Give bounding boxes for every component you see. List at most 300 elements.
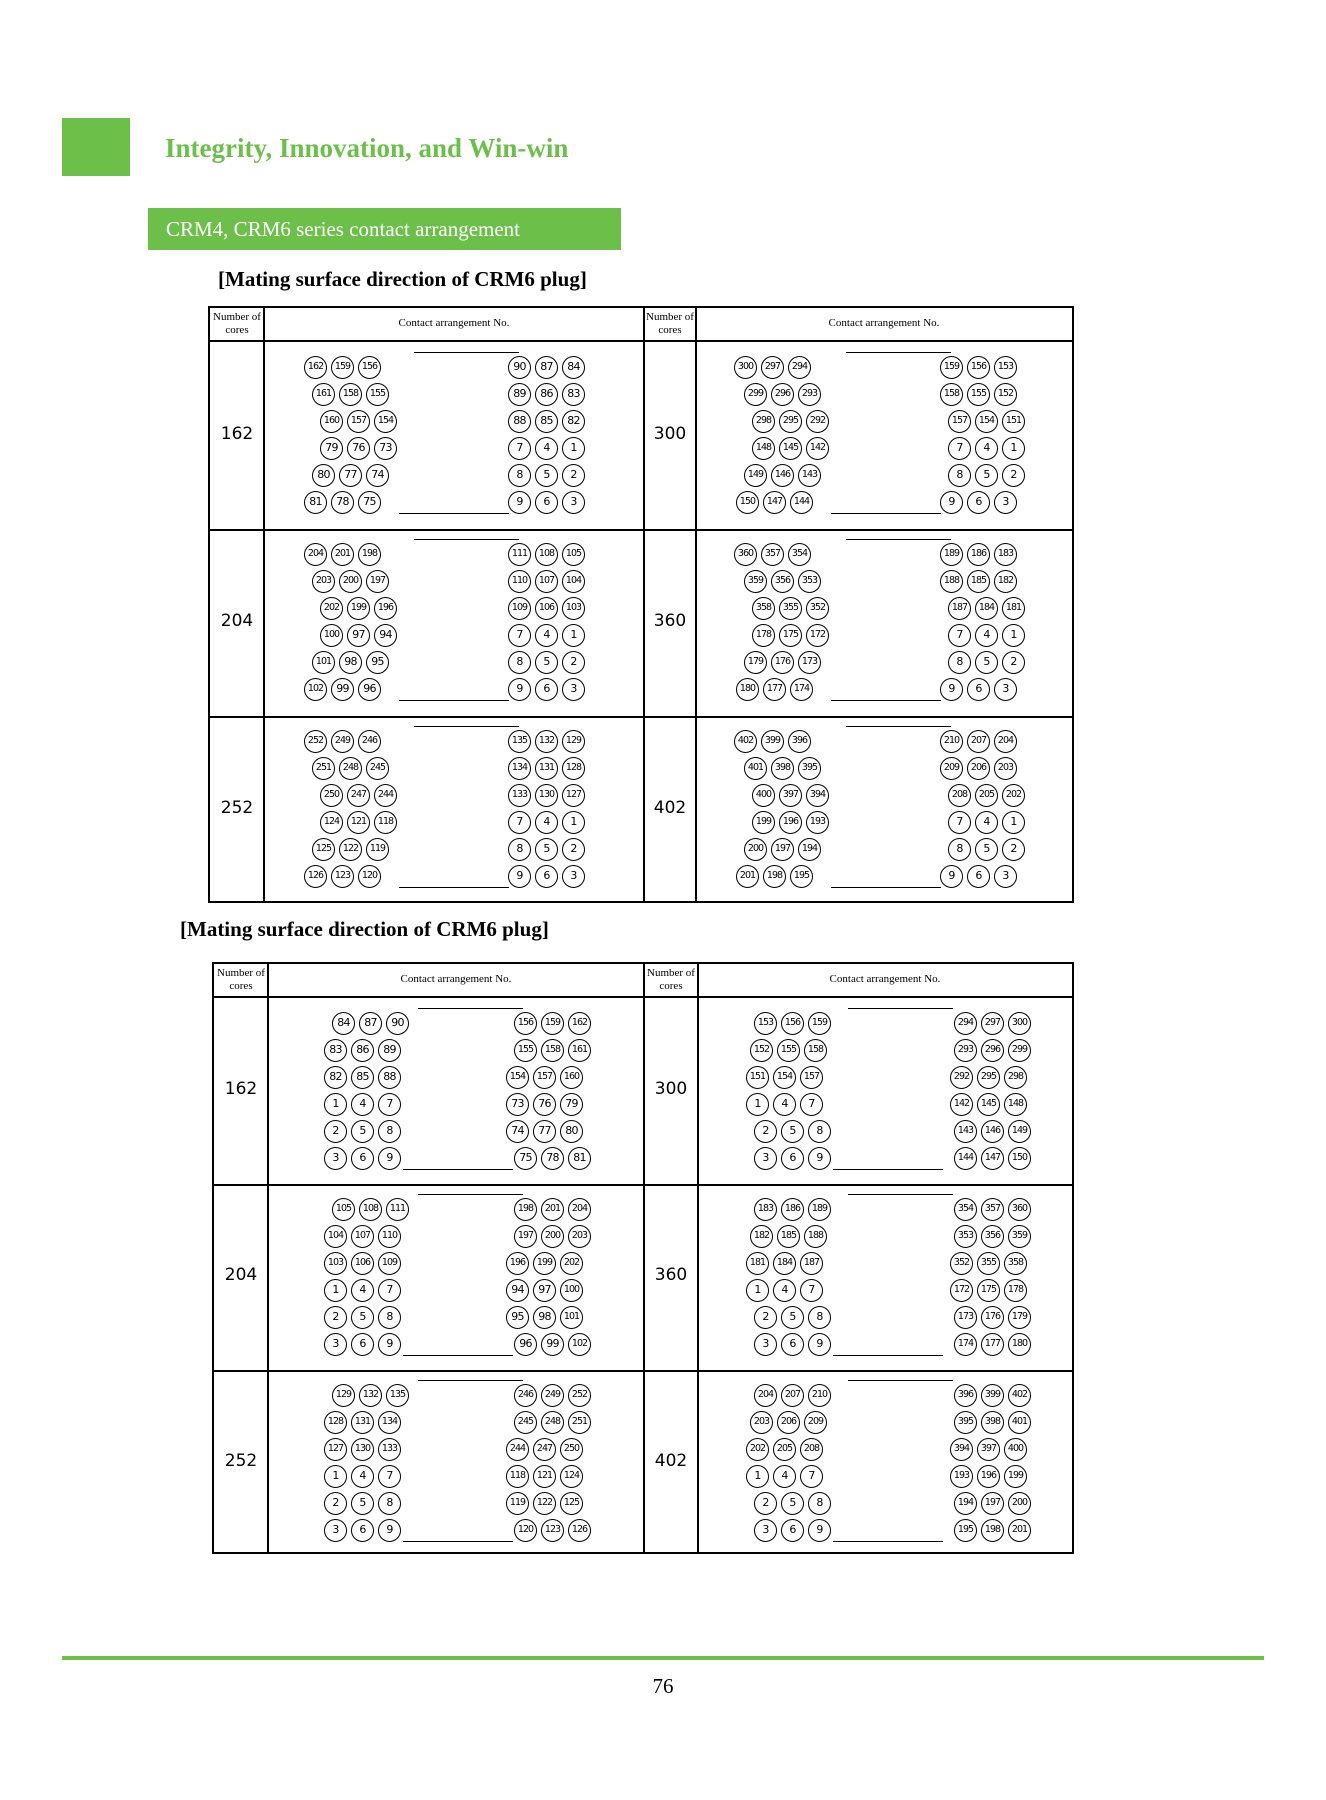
header-cores: Number of cores (647, 967, 695, 992)
contact-pin: 8 (948, 464, 971, 487)
contact-pin: 75 (514, 1147, 537, 1170)
contact-pin: 152 (750, 1039, 773, 1062)
contact-pin: 187 (800, 1252, 823, 1275)
core-count: 252 (224, 1451, 258, 1471)
contact-pin: 5 (535, 464, 558, 487)
contact-pin: 7 (508, 811, 531, 834)
contact-pin: 297 (981, 1012, 1004, 1035)
contact-pin: 74 (506, 1120, 529, 1143)
contact-pin: 8 (508, 464, 531, 487)
contact-pin: 360 (1008, 1198, 1031, 1221)
contact-pin: 197 (771, 838, 794, 861)
contact-pin: 87 (359, 1012, 382, 1035)
contact-pin: 162 (568, 1012, 591, 1035)
contact-pin: 79 (320, 437, 343, 460)
contact-pin: 172 (806, 624, 829, 647)
core-count: 162 (220, 423, 254, 444)
contact-pin: 106 (535, 597, 558, 620)
contact-pin: 120 (514, 1519, 537, 1542)
contact-pin: 83 (324, 1039, 347, 1062)
contact-pin: 176 (771, 651, 794, 674)
contact-pin: 251 (568, 1411, 591, 1434)
contact-pin: 2 (324, 1120, 347, 1143)
contact-pin: 103 (324, 1252, 347, 1275)
contact-pin: 7 (508, 624, 531, 647)
contact-pin: 292 (950, 1066, 973, 1089)
contact-pin: 118 (506, 1465, 529, 1488)
contact-pin: 1 (562, 624, 585, 647)
contact-pin: 202 (1002, 784, 1025, 807)
contact-pin: 88 (508, 410, 531, 433)
header-arrangement: Contact arrangement No. (828, 317, 940, 329)
contact-pin: 147 (763, 491, 786, 514)
contact-pin: 152 (994, 383, 1017, 406)
contact-pin: 173 (798, 651, 821, 674)
brand-title: Integrity, Innovation, and Win-win (165, 133, 569, 163)
contact-pin: 82 (562, 410, 585, 433)
contact-pin: 96 (358, 678, 381, 701)
arrangement-bar (846, 352, 951, 353)
contact-pin: 9 (940, 678, 963, 701)
contact-pin: 8 (378, 1306, 401, 1329)
contact-pin: 204 (994, 730, 1017, 753)
contact-pin: 174 (790, 678, 813, 701)
contact-pin: 132 (359, 1384, 382, 1407)
contact-pin: 296 (981, 1039, 1004, 1062)
contact-pin: 2 (754, 1120, 777, 1143)
contact-pin: 199 (347, 597, 370, 620)
contact-pin: 73 (374, 437, 397, 460)
contact-pin: 205 (773, 1438, 796, 1461)
contact-pin: 4 (975, 811, 998, 834)
contact-pin: 1 (746, 1465, 769, 1488)
contact-pin: 9 (808, 1333, 831, 1356)
contact-pin: 135 (508, 730, 531, 753)
contact-pin: 399 (761, 730, 784, 753)
contact-pin: 2 (1002, 838, 1025, 861)
contact-pin: 73 (506, 1093, 529, 1116)
contact-pin: 359 (744, 570, 767, 593)
contact-pin: 3 (754, 1147, 777, 1170)
contact-pin: 8 (948, 838, 971, 861)
contact-pin: 197 (981, 1492, 1004, 1515)
contact-pin: 5 (781, 1120, 804, 1143)
contact-pin: 176 (981, 1306, 1004, 1329)
contact-pin: 357 (981, 1198, 1004, 1221)
contact-pin: 249 (541, 1384, 564, 1407)
contact-pin: 144 (790, 491, 813, 514)
contact-pin: 189 (808, 1198, 831, 1221)
contact-pin: 80 (560, 1120, 583, 1143)
contact-pin: 396 (954, 1384, 977, 1407)
contact-pin: 8 (808, 1492, 831, 1515)
contact-pin: 300 (734, 356, 757, 379)
contact-pin: 143 (954, 1120, 977, 1143)
arrangement-bar (848, 1380, 953, 1381)
contact-pin: 293 (798, 383, 821, 406)
contact-pin: 186 (781, 1198, 804, 1221)
contact-pin: 108 (359, 1198, 382, 1221)
contact-pin: 208 (800, 1438, 823, 1461)
contact-pin: 3 (994, 491, 1017, 514)
page-number: 76 (652, 1674, 674, 1698)
contact-pin: 200 (744, 838, 767, 861)
contact-pin: 8 (378, 1492, 401, 1515)
contact-pin: 293 (954, 1039, 977, 1062)
contact-pin: 398 (771, 757, 794, 780)
contact-pin: 94 (506, 1279, 529, 1302)
contact-pin: 9 (508, 678, 531, 701)
contact-pin: 248 (541, 1411, 564, 1434)
contact-pin: 5 (351, 1306, 374, 1329)
contact-pin: 196 (506, 1252, 529, 1275)
contact-pin: 77 (533, 1120, 556, 1143)
contact-pin: 9 (508, 491, 531, 514)
contact-pin: 130 (351, 1438, 374, 1461)
contact-pin: 355 (779, 597, 802, 620)
contact-pin: 360 (734, 543, 757, 566)
contact-pin: 83 (562, 383, 585, 406)
header-arrangement: Contact arrangement No. (398, 317, 510, 329)
contact-pin: 183 (994, 543, 1017, 566)
contact-pin: 102 (304, 678, 327, 701)
contact-pin: 156 (781, 1012, 804, 1035)
contact-pin: 1 (562, 437, 585, 460)
contact-pin: 6 (967, 491, 990, 514)
contact-pin: 181 (746, 1252, 769, 1275)
contact-pin: 2 (324, 1306, 347, 1329)
contact-pin: 5 (975, 651, 998, 674)
contact-pin: 209 (804, 1411, 827, 1434)
contact-pin: 119 (366, 838, 389, 861)
contact-pin: 149 (744, 464, 767, 487)
contact-pin: 101 (312, 651, 335, 674)
contact-pin: 76 (347, 437, 370, 460)
contact-pin: 159 (808, 1012, 831, 1035)
contact-pin: 4 (535, 624, 558, 647)
contact-pin: 210 (808, 1384, 831, 1407)
contact-pin: 400 (1004, 1438, 1027, 1461)
contact-pin: 5 (975, 838, 998, 861)
contact-pin: 209 (940, 757, 963, 780)
contact-pin: 172 (950, 1279, 973, 1302)
contact-pin: 134 (508, 757, 531, 780)
header-arrangement: Contact arrangement No. (400, 973, 512, 985)
contact-pin: 79 (560, 1093, 583, 1116)
contact-pin: 9 (940, 491, 963, 514)
contact-pin: 2 (754, 1306, 777, 1329)
contact-pin: 157 (347, 410, 370, 433)
contact-pin: 202 (320, 597, 343, 620)
contact-pin: 200 (339, 570, 362, 593)
contact-pin: 6 (967, 865, 990, 888)
contact-pin: 5 (975, 464, 998, 487)
contact-pin: 158 (541, 1039, 564, 1062)
contact-pin: 86 (535, 383, 558, 406)
contact-pin: 98 (339, 651, 362, 674)
contact-pin: 123 (541, 1519, 564, 1542)
core-count: 204 (220, 610, 254, 631)
contact-pin: 252 (568, 1384, 591, 1407)
contact-pin: 9 (808, 1147, 831, 1170)
contact-pin: 86 (351, 1039, 374, 1062)
contact-pin: 124 (560, 1465, 583, 1488)
contact-pin: 97 (533, 1279, 556, 1302)
contact-pin: 104 (324, 1225, 347, 1248)
contact-pin: 105 (562, 543, 585, 566)
contact-pin: 160 (560, 1066, 583, 1089)
contact-pin: 7 (508, 437, 531, 460)
contact-pin: 103 (562, 597, 585, 620)
contact-pin: 353 (954, 1225, 977, 1248)
contact-pin: 399 (981, 1384, 1004, 1407)
contact-pin: 81 (568, 1147, 591, 1170)
contact-pin: 203 (750, 1411, 773, 1434)
contact-pin: 292 (806, 410, 829, 433)
contact-pin: 180 (1008, 1333, 1031, 1356)
contact-pin: 196 (779, 811, 802, 834)
contact-pin: 6 (535, 491, 558, 514)
contact-pin: 1 (746, 1279, 769, 1302)
contact-pin: 3 (754, 1519, 777, 1542)
contact-pin: 7 (378, 1465, 401, 1488)
contact-pin: 402 (1008, 1384, 1031, 1407)
arrangement-bar (399, 700, 509, 701)
contact-pin: 199 (533, 1252, 556, 1275)
contact-pin: 100 (560, 1279, 583, 1302)
contact-pin: 128 (562, 757, 585, 780)
contact-pin: 173 (954, 1306, 977, 1329)
contact-pin: 3 (994, 865, 1017, 888)
contact-pin: 294 (788, 356, 811, 379)
contact-pin: 154 (374, 410, 397, 433)
contact-pin: 4 (351, 1465, 374, 1488)
contact-pin: 202 (746, 1438, 769, 1461)
core-count: 300 (653, 423, 687, 444)
contact-pin: 177 (763, 678, 786, 701)
contact-pin: 155 (777, 1039, 800, 1062)
contact-pin: 300 (1008, 1012, 1031, 1035)
contact-pin: 5 (535, 651, 558, 674)
contact-pin: 2 (324, 1492, 347, 1515)
contact-pin: 395 (798, 757, 821, 780)
contact-pin: 7 (948, 437, 971, 460)
contact-pin: 355 (977, 1252, 1000, 1275)
contact-pin: 156 (967, 356, 990, 379)
contact-pin: 3 (324, 1333, 347, 1356)
contact-pin: 157 (533, 1066, 556, 1089)
header-arrangement: Contact arrangement No. (829, 973, 941, 985)
contact-pin: 161 (312, 383, 335, 406)
contact-pin: 198 (358, 543, 381, 566)
contact-pin: 95 (366, 651, 389, 674)
contact-pin: 396 (788, 730, 811, 753)
contact-pin: 204 (304, 543, 327, 566)
contact-pin: 155 (967, 383, 990, 406)
contact-pin: 181 (1002, 597, 1025, 620)
contact-pin: 206 (967, 757, 990, 780)
contact-pin: 204 (568, 1198, 591, 1221)
contact-pin: 356 (771, 570, 794, 593)
contact-pin: 3 (324, 1519, 347, 1542)
arrangement-bar (833, 1169, 943, 1170)
contact-pin: 126 (304, 865, 327, 888)
contact-pin: 182 (994, 570, 1017, 593)
contact-pin: 75 (358, 491, 381, 514)
contact-pin: 148 (1004, 1093, 1027, 1116)
contact-pin: 193 (950, 1465, 973, 1488)
contact-pin: 135 (386, 1384, 409, 1407)
contact-arrangement-table (208, 306, 1074, 903)
contact-pin: 177 (981, 1333, 1004, 1356)
arrangement-bar (831, 513, 941, 514)
contact-pin: 90 (508, 356, 531, 379)
contact-pin: 5 (781, 1306, 804, 1329)
contact-pin: 5 (351, 1492, 374, 1515)
contact-pin: 8 (808, 1306, 831, 1329)
table-caption: [Mating surface direction of CRM6 plug] (180, 917, 549, 941)
contact-pin: 153 (994, 356, 1017, 379)
contact-pin: 3 (562, 678, 585, 701)
contact-pin: 1 (324, 1279, 347, 1302)
contact-pin: 205 (975, 784, 998, 807)
contact-pin: 88 (378, 1066, 401, 1089)
contact-pin: 245 (366, 757, 389, 780)
contact-pin: 161 (568, 1039, 591, 1062)
brand-color-block (62, 118, 130, 176)
contact-pin: 3 (324, 1147, 347, 1170)
contact-pin: 1 (324, 1093, 347, 1116)
contact-pin: 295 (779, 410, 802, 433)
arrangement-bar (414, 539, 519, 540)
contact-pin: 157 (800, 1066, 823, 1089)
arrangement-bar (399, 887, 509, 888)
contact-pin: 2 (1002, 464, 1025, 487)
contact-pin: 244 (506, 1438, 529, 1461)
contact-pin: 203 (568, 1225, 591, 1248)
contact-pin: 183 (754, 1198, 777, 1221)
contact-pin: 129 (562, 730, 585, 753)
contact-pin: 174 (954, 1333, 977, 1356)
contact-pin: 6 (351, 1147, 374, 1170)
contact-pin: 195 (790, 865, 813, 888)
contact-pin: 110 (378, 1225, 401, 1248)
core-count: 300 (654, 1079, 688, 1099)
contact-pin: 89 (508, 383, 531, 406)
contact-pin: 119 (506, 1492, 529, 1515)
contact-pin: 7 (378, 1279, 401, 1302)
contact-pin: 195 (954, 1519, 977, 1542)
contact-pin: 1 (746, 1093, 769, 1116)
arrangement-bar (831, 700, 941, 701)
contact-pin: 9 (378, 1147, 401, 1170)
contact-pin: 154 (773, 1066, 796, 1089)
contact-pin: 151 (746, 1066, 769, 1089)
contact-pin: 1 (324, 1465, 347, 1488)
contact-pin: 111 (508, 543, 531, 566)
contact-pin: 89 (378, 1039, 401, 1062)
contact-pin: 294 (954, 1012, 977, 1035)
contact-pin: 160 (320, 410, 343, 433)
contact-pin: 175 (779, 624, 802, 647)
contact-pin: 354 (788, 543, 811, 566)
arrangement-bar (833, 1541, 943, 1542)
contact-pin: 9 (378, 1519, 401, 1542)
contact-pin: 9 (508, 865, 531, 888)
core-count: 252 (220, 797, 254, 818)
contact-pin: 204 (754, 1384, 777, 1407)
contact-pin: 358 (1004, 1252, 1027, 1275)
contact-pin: 107 (535, 570, 558, 593)
contact-pin: 198 (514, 1198, 537, 1221)
contact-pin: 2 (1002, 651, 1025, 674)
contact-pin: 129 (332, 1384, 355, 1407)
contact-pin: 76 (533, 1093, 556, 1116)
contact-pin: 127 (562, 784, 585, 807)
core-count: 360 (653, 610, 687, 631)
contact-pin: 82 (324, 1066, 347, 1089)
contact-pin: 9 (808, 1519, 831, 1542)
contact-pin: 6 (781, 1519, 804, 1542)
contact-pin: 146 (981, 1120, 1004, 1143)
footer-divider (62, 1656, 1264, 1660)
contact-pin: 145 (779, 437, 802, 460)
contact-pin: 397 (977, 1438, 1000, 1461)
core-count: 204 (224, 1265, 258, 1285)
contact-pin: 179 (744, 651, 767, 674)
section-title: CRM4, CRM6 series contact arrangement (148, 208, 621, 250)
contact-pin: 146 (771, 464, 794, 487)
contact-pin: 252 (304, 730, 327, 753)
header-cores: Number of cores (217, 967, 265, 992)
contact-pin: 188 (940, 570, 963, 593)
arrangement-bar (846, 539, 951, 540)
contact-pin: 353 (798, 570, 821, 593)
contact-pin: 297 (761, 356, 784, 379)
contact-pin: 125 (560, 1492, 583, 1515)
contact-pin: 144 (954, 1147, 977, 1170)
contact-pin: 154 (975, 410, 998, 433)
contact-pin: 126 (568, 1519, 591, 1542)
contact-pin: 187 (948, 597, 971, 620)
contact-arrangement-table (212, 962, 1074, 1554)
contact-pin: 158 (339, 383, 362, 406)
contact-pin: 90 (386, 1012, 409, 1035)
contact-pin: 159 (541, 1012, 564, 1035)
contact-pin: 2 (562, 651, 585, 674)
header-cores: Number of cores (646, 311, 694, 336)
contact-pin: 74 (366, 464, 389, 487)
contact-pin: 7 (378, 1093, 401, 1116)
contact-pin: 100 (320, 624, 343, 647)
contact-pin: 123 (331, 865, 354, 888)
core-count: 162 (224, 1079, 258, 1099)
arrangement-bar (831, 887, 941, 888)
contact-pin: 4 (773, 1279, 796, 1302)
contact-pin: 7 (948, 624, 971, 647)
contact-pin: 156 (514, 1012, 537, 1035)
contact-pin: 125 (312, 838, 335, 861)
contact-pin: 249 (331, 730, 354, 753)
contact-pin: 175 (977, 1279, 1000, 1302)
contact-pin: 203 (312, 570, 335, 593)
contact-pin: 4 (975, 437, 998, 460)
contact-pin: 131 (535, 757, 558, 780)
contact-pin: 96 (514, 1333, 537, 1356)
contact-pin: 107 (351, 1225, 374, 1248)
contact-pin: 246 (514, 1384, 537, 1407)
contact-pin: 359 (1008, 1225, 1031, 1248)
